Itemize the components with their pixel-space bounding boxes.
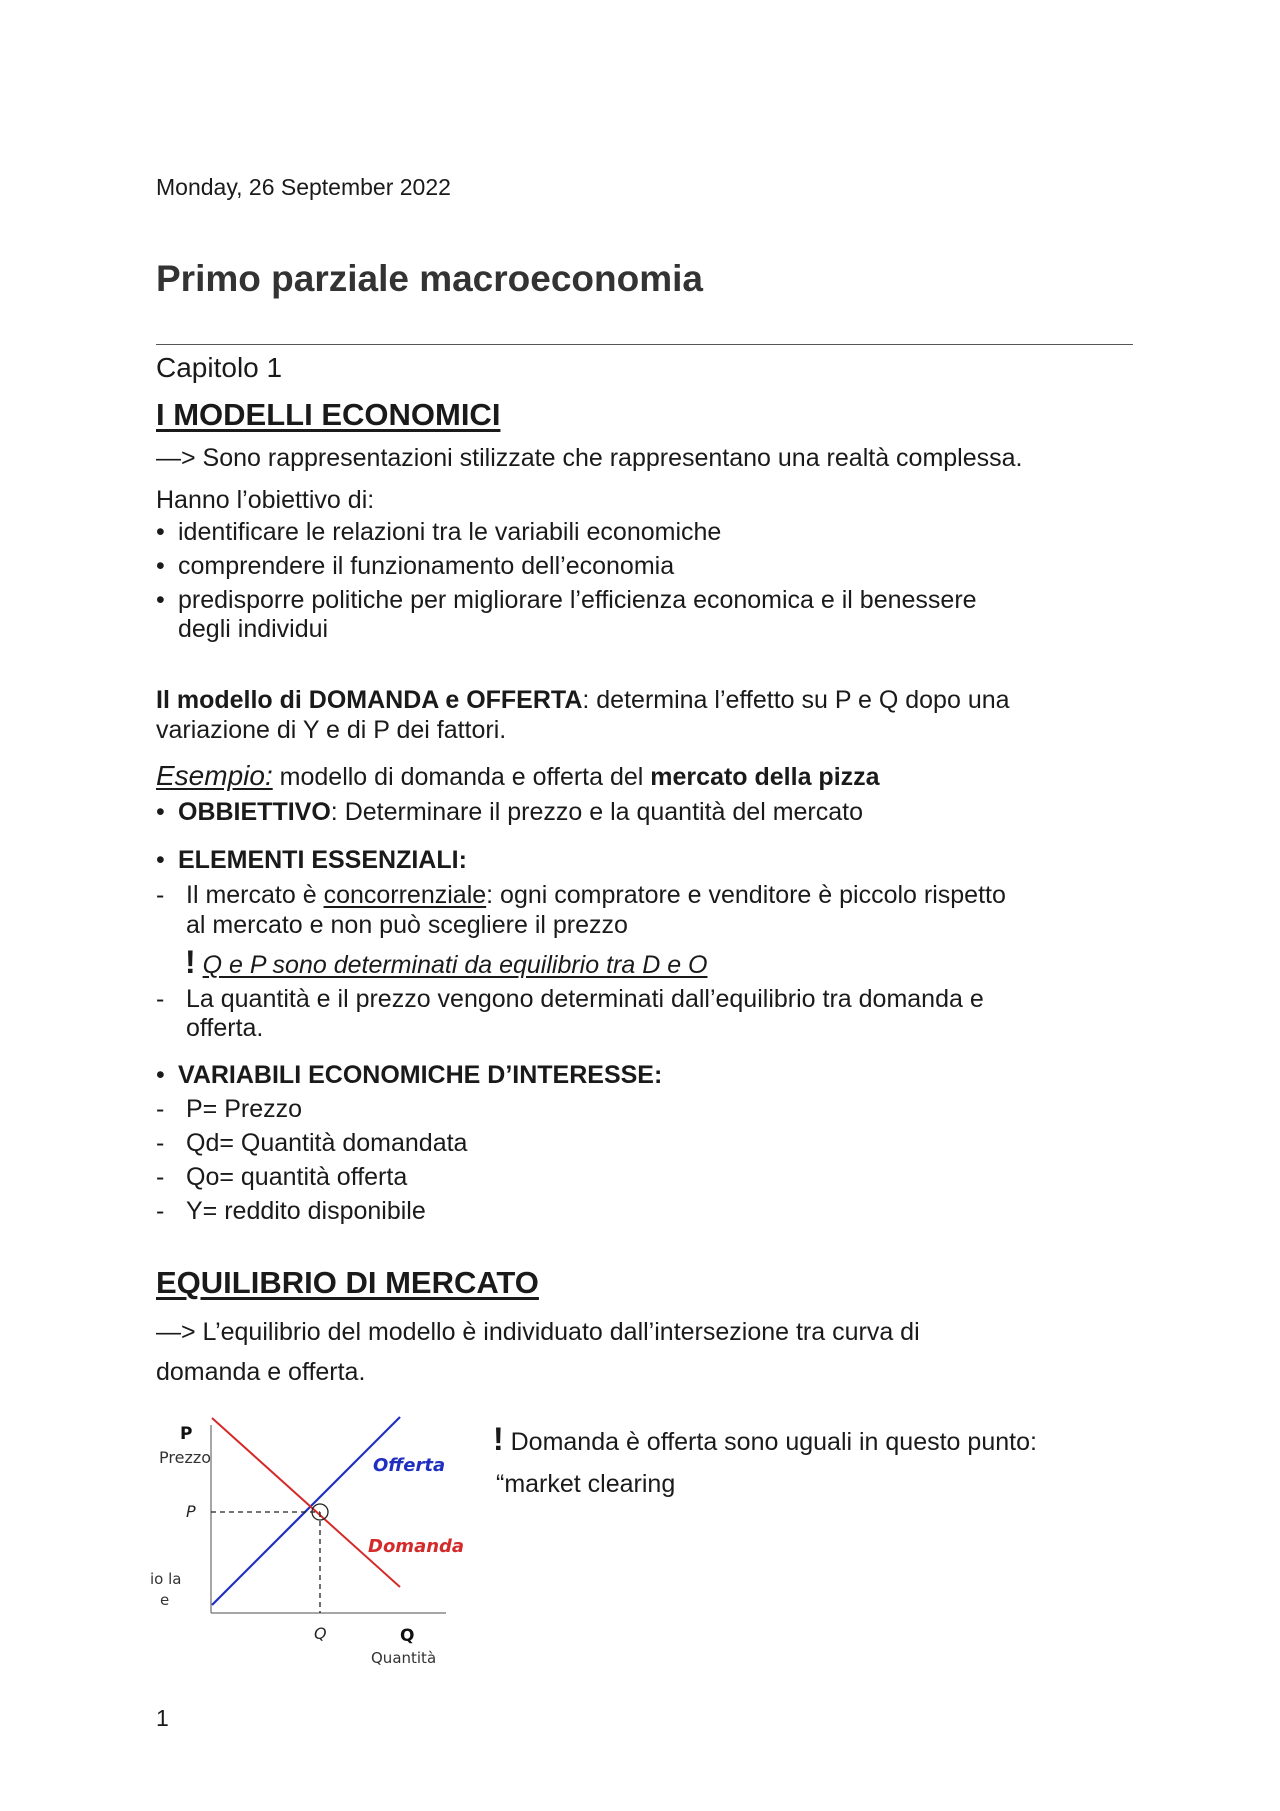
dash-icon: - [156,985,165,1013]
model-description [156,686,1010,715]
note-date: Monday, 26 September 2022 [156,174,451,200]
x-axis-short-label: Q [400,1626,415,1646]
variable-text: Qo= quantità offerta [186,1163,408,1191]
example-text: modello di domanda e offerta del [272,763,651,791]
clipped-text: io la [150,1570,182,1588]
variable-item [156,1163,407,1192]
example-label: Esempio: [156,760,273,791]
model-title: Il modello di DOMANDA e OFFERTA [156,686,583,714]
variables-heading [156,1061,662,1090]
variable-text: Qd= Quantità domandata [186,1129,468,1157]
equilibrium-price-label: P [186,1502,196,1521]
page-number: 1 [156,1705,169,1731]
demand-curve [212,1418,400,1587]
elements-heading-text: ELEMENTI ESSENZIALI: [178,846,467,874]
y-axis-label: Prezzo [159,1448,212,1467]
x-axis-label: Quantità [371,1649,437,1667]
variables-heading-text: VARIABILI ECONOMICHE D’INTERESSE: [178,1061,663,1089]
title-divider [156,344,1133,345]
section-heading-equilibrio: EQUILIBRIO DI MERCATO [156,1265,539,1300]
exclamation-icon: ! [185,944,196,980]
model-description-line2: variazione di Y e di P dei fattori. [156,716,507,744]
bullet-icon: • [156,586,165,614]
objective-label: OBBIETTIVO [178,798,331,826]
variable-text: P= Prezzo [186,1095,303,1123]
element-item [156,881,1006,910]
element-text-post: : ogni compratore e venditore è piccolo rispetto [486,881,1006,909]
bullet-icon: • [156,518,165,546]
element-text-underlined: concorrenziale [323,881,487,909]
demand-label: Domanda [368,1536,465,1557]
objective-text: : Determinare il prezzo e la quantità del mercato [330,798,863,826]
bullet-icon: • [156,846,165,874]
page-title: Primo parziale macroeconomia [156,258,703,299]
y-axis-short-label: P [180,1424,193,1444]
goal-text: comprendere il funzionamento dell’economia [178,552,675,580]
element-text: La quantità e il prezzo vengono determinati dall’equilibrio tra domanda e [186,985,984,1013]
element-continuation: offerta. [186,1014,264,1042]
definition-line: —> Sono rappresentazioni stilizzate che rappresentano una realtà complessa. [156,444,1023,472]
equilibrium-quantity-label: Q [314,1624,327,1643]
dash-icon: - [156,1095,165,1123]
supply-demand-chart [150,1415,490,1675]
objective-item [156,798,863,827]
example-line [156,761,880,792]
variable-item [156,1095,302,1124]
exclamation-icon: ! [493,1421,504,1457]
variable-text: Y= reddito disponibile [186,1197,426,1225]
section-heading-modelli: I MODELLI ECONOMICI [156,397,501,432]
model-text: : determina l’effetto su P e Q dopo una [582,686,1010,714]
bullet-icon: • [156,798,165,826]
example-bold: mercato della pizza [650,763,880,791]
equilibrium-line2: domanda e offerta. [156,1358,366,1386]
dash-icon: - [156,1197,165,1225]
warning-note-text: Q e P sono determinati da equilibrio tra D e O [202,951,708,979]
bullet-icon: • [156,552,165,580]
goal-text: identificare le relazioni tra le variabili economiche [178,518,722,546]
goals-intro: Hanno l’obiettivo di: [156,486,375,514]
supply-label: Offerta [373,1455,446,1476]
goal-text: predisporre politiche per migliorare l’efficienza economica e il benessere [178,586,977,614]
warning-note [185,944,708,981]
equilibrium-note-text: Domanda è offerta sono uguali in questo punto: [510,1428,1037,1456]
equilibrium-note [493,1421,1037,1458]
element-text-pre: Il mercato è [186,881,324,909]
list-item [156,586,977,615]
equilibrium-note-line2: “market clearing [496,1470,676,1498]
element-continuation: al mercato e non può scegliere il prezzo [186,911,628,939]
bullet-icon: • [156,1061,165,1089]
dash-icon: - [156,1163,165,1191]
supply-curve [212,1417,400,1605]
dash-icon: - [156,1129,165,1157]
list-item [156,518,721,547]
elements-heading [156,846,467,875]
equilibrium-line1: —> L’equilibrio del modello è individuato dall’intersezione tra curva di [156,1318,920,1346]
clipped-text: e [160,1591,170,1609]
variable-item [156,1197,426,1226]
dash-icon: - [156,881,165,909]
list-item [156,552,674,581]
chapter-label: Capitolo 1 [156,352,283,383]
element-item [156,985,984,1014]
goal-continuation: degli individui [178,615,329,643]
variable-item [156,1129,467,1158]
